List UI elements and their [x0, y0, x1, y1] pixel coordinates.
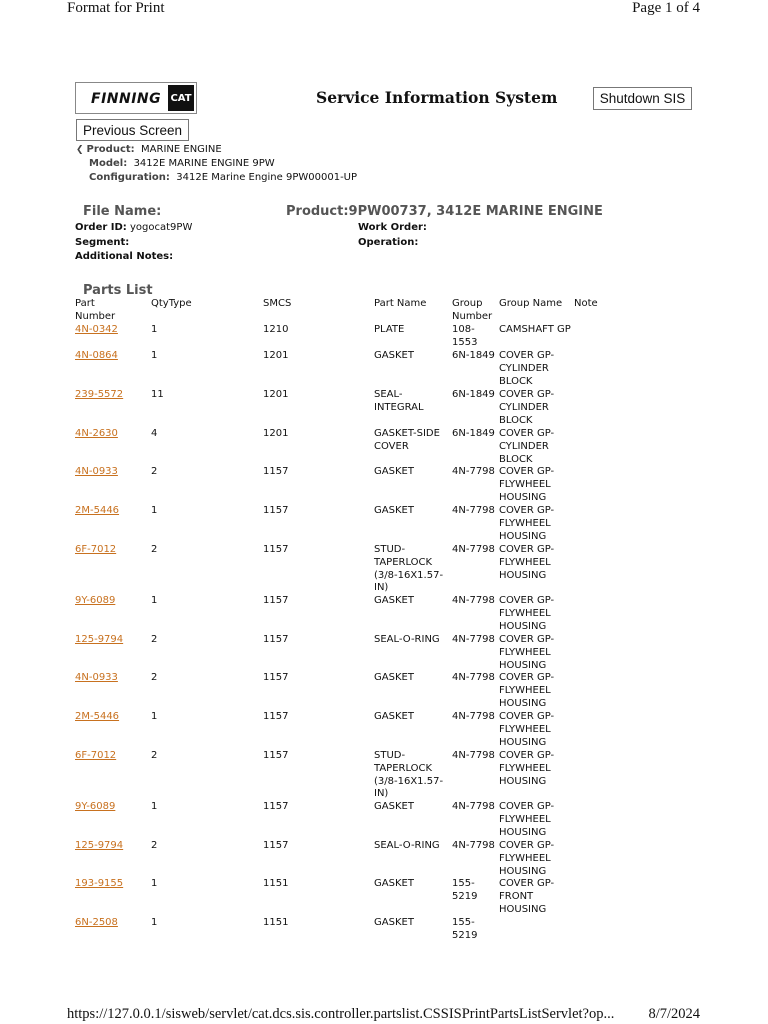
group-number-cell: 4N-7798: [452, 672, 495, 683]
group-number-cell: 4N-7798: [452, 544, 495, 555]
part-name-cell: SEAL-O-RING: [374, 840, 440, 851]
part-number-link[interactable]: 6F-7012: [75, 544, 117, 555]
group-name-cell: COVER GP- FLYWHEEL HOUSING: [499, 634, 555, 671]
segment-label: Segment:: [75, 236, 130, 248]
header-qty-type: QtyType: [151, 298, 192, 309]
product-heading: Product:9PW00737, 3412E MARINE ENGINE: [286, 204, 603, 219]
group-number-cell: 155- 5219: [452, 878, 478, 902]
part-number-link[interactable]: 4N-2630: [75, 428, 118, 439]
product-label: Product:: [86, 144, 135, 155]
group-name-cell: COVER GP- CYLINDER BLOCK: [499, 389, 555, 426]
part-number-link[interactable]: 6N-2508: [75, 917, 118, 928]
qty-cell: 2: [151, 544, 158, 555]
shutdown-sis-button[interactable]: Shutdown SIS: [593, 87, 692, 110]
qty-cell: 1: [151, 324, 158, 335]
additional-notes-label: Additional Notes:: [75, 251, 174, 262]
smcs-cell: 1157: [263, 750, 289, 761]
group-name-cell: COVER GP- CYLINDER BLOCK: [499, 350, 555, 387]
qty-cell: 1: [151, 878, 158, 889]
part-number-link[interactable]: 6F-7012: [75, 750, 117, 761]
print-footer-date: 8/7/2024: [648, 1006, 700, 1022]
group-name-cell: COVER GP- FLYWHEEL HOUSING: [499, 544, 555, 581]
part-name-cell: GASKET: [374, 350, 414, 361]
group-name-cell: COVER GP- FRONT HOUSING: [499, 878, 555, 915]
group-name-cell: COVER GP- FLYWHEEL HOUSING: [499, 840, 555, 877]
qty-cell: 2: [151, 466, 158, 477]
smcs-cell: 1157: [263, 840, 289, 851]
qty-cell: 1: [151, 917, 158, 928]
qty-cell: 2: [151, 840, 158, 851]
part-name-cell: GASKET: [374, 878, 414, 889]
part-number-link[interactable]: 125-9794: [75, 840, 124, 851]
group-name-cell: COVER GP- FLYWHEEL HOUSING: [499, 505, 555, 542]
qty-cell: 2: [151, 672, 158, 683]
part-number-link[interactable]: 239-5572: [75, 389, 124, 400]
model-label: Model:: [89, 158, 128, 169]
part-name-cell: STUD- TAPERLOCK (3/8-16X1.57- IN): [374, 750, 444, 800]
part-name-cell: GASKET: [374, 917, 414, 928]
operation-label: Operation:: [358, 236, 419, 248]
group-name-cell: COVER GP- CYLINDER BLOCK: [499, 428, 555, 465]
smcs-cell: 1157: [263, 544, 289, 555]
group-number-cell: 4N-7798: [452, 840, 495, 851]
group-number-cell: 6N-1849: [452, 350, 495, 361]
print-header-title: Format for Print: [67, 0, 165, 16]
part-number-link[interactable]: 9Y-6089: [75, 801, 116, 812]
print-header-page: Page 1 of 4: [632, 0, 700, 16]
part-name-cell: GASKET: [374, 595, 414, 606]
model-value: 3412E MARINE ENGINE 9PW: [133, 158, 275, 169]
qty-cell: 2: [151, 750, 158, 761]
qty-cell: 2: [151, 634, 158, 645]
part-number-link[interactable]: 2M-5446: [75, 505, 120, 516]
part-number-link[interactable]: 4N-0933: [75, 466, 118, 477]
group-number-cell: 4N-7798: [452, 711, 495, 722]
part-name-cell: GASKET-SIDE COVER: [374, 428, 440, 452]
qty-cell: 1: [151, 505, 158, 516]
order-id-label: Order ID:: [75, 222, 127, 233]
group-number-cell: 4N-7798: [452, 634, 495, 645]
qty-cell: 4: [151, 428, 158, 439]
qty-cell: 1: [151, 595, 158, 606]
part-name-cell: PLATE: [374, 324, 405, 335]
part-number-link[interactable]: 2M-5446: [75, 711, 120, 722]
smcs-cell: 1157: [263, 466, 289, 477]
order-meta-left: [75, 221, 192, 265]
smcs-cell: 1157: [263, 711, 289, 722]
smcs-cell: 1157: [263, 505, 289, 516]
smcs-cell: 1201: [263, 350, 289, 361]
configuration-label: Configuration:: [89, 172, 170, 183]
group-name-cell: COVER GP- FLYWHEEL HOUSING: [499, 750, 555, 787]
part-name-cell: GASKET: [374, 505, 414, 516]
work-order-label: Work Order:: [358, 222, 427, 233]
breadcrumb: [76, 143, 357, 185]
group-name-cell: COVER GP- FLYWHEEL HOUSING: [499, 801, 555, 838]
logo-brand-text: FINNING: [91, 91, 162, 107]
cat-mark-icon: CAT: [168, 85, 194, 111]
group-number-cell: 4N-7798: [452, 595, 495, 606]
qty-cell: 1: [151, 711, 158, 722]
parts-list-title: Parts List: [83, 283, 153, 298]
part-number-link[interactable]: 4N-0864: [75, 350, 118, 361]
part-number-link[interactable]: 125-9794: [75, 634, 124, 645]
part-name-cell: GASKET: [374, 672, 414, 683]
smcs-cell: 1151: [263, 878, 289, 889]
order-id-value: yogocat9PW: [130, 222, 193, 233]
group-number-cell: 4N-7798: [452, 466, 495, 477]
chevron-left-icon[interactable]: ❮: [76, 145, 84, 155]
group-name-cell: COVER GP- FLYWHEEL HOUSING: [499, 595, 555, 632]
qty-cell: 11: [151, 389, 164, 400]
qty-cell: 1: [151, 801, 158, 812]
group-name-cell: COVER GP- FLYWHEEL HOUSING: [499, 672, 555, 709]
header-part-number: Part Number: [75, 298, 116, 322]
group-number-cell: 6N-1849: [452, 389, 495, 400]
part-name-cell: STUD- TAPERLOCK (3/8-16X1.57- IN): [374, 544, 444, 594]
part-number-link[interactable]: 4N-0342: [75, 324, 118, 335]
page-title: Service Information System: [316, 88, 558, 107]
finning-cat-logo: [75, 82, 197, 114]
part-number-link[interactable]: 4N-0933: [75, 672, 118, 683]
order-meta-right: [358, 221, 427, 250]
smcs-cell: 1157: [263, 801, 289, 812]
part-name-cell: GASKET: [374, 711, 414, 722]
header-group-number: Group Number: [452, 298, 493, 322]
configuration-value: 3412E Marine Engine 9PW00001-UP: [176, 172, 358, 183]
group-number-cell: 6N-1849: [452, 428, 495, 439]
header-smcs: SMCS: [263, 298, 292, 309]
group-number-cell: 4N-7798: [452, 801, 495, 812]
group-name-cell: COVER GP- FLYWHEEL HOUSING: [499, 711, 555, 748]
product-value: MARINE ENGINE: [141, 144, 222, 155]
group-name-cell: CAMSHAFT GP: [499, 324, 571, 335]
group-number-cell: 4N-7798: [452, 505, 495, 516]
header-group-name: Group Name: [499, 298, 563, 309]
part-name-cell: GASKET: [374, 466, 414, 477]
smcs-cell: 1201: [263, 389, 289, 400]
part-name-cell: GASKET: [374, 801, 414, 812]
header-part-name: Part Name: [374, 298, 427, 309]
file-name-label: File Name:: [83, 204, 162, 219]
part-name-cell: SEAL- INTEGRAL: [374, 389, 424, 413]
previous-screen-button[interactable]: Previous Screen: [76, 119, 189, 141]
smcs-cell: 1157: [263, 634, 289, 645]
qty-cell: 1: [151, 350, 158, 361]
group-number-cell: 155- 5219: [452, 917, 478, 941]
smcs-cell: 1157: [263, 595, 289, 606]
header-note: Note: [574, 298, 598, 309]
part-number-link[interactable]: 193-9155: [75, 878, 124, 889]
print-footer-url: https://127.0.0.1/sisweb/servlet/cat.dcs.sis.controller.partslist.CSSISPrintPartsListServlet?op...: [67, 1006, 615, 1022]
smcs-cell: 1201: [263, 428, 289, 439]
part-number-link[interactable]: 9Y-6089: [75, 595, 116, 606]
group-number-cell: 108- 1553: [452, 324, 478, 348]
smcs-cell: 1157: [263, 672, 289, 683]
smcs-cell: 1210: [263, 324, 289, 335]
smcs-cell: 1151: [263, 917, 289, 928]
group-name-cell: COVER GP- FLYWHEEL HOUSING: [499, 466, 555, 503]
group-number-cell: 4N-7798: [452, 750, 495, 761]
part-name-cell: SEAL-O-RING: [374, 634, 440, 645]
